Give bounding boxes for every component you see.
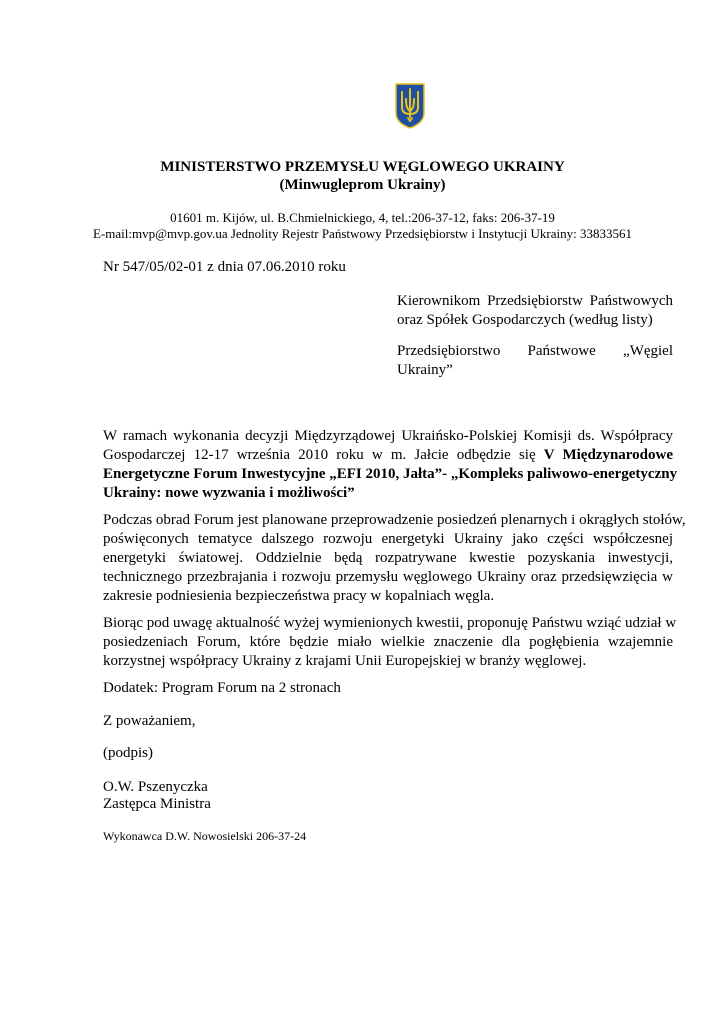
ministry-title: MINISTERSTWO PRZEMYSŁU WĘGLOWEGO UKRAINY [160,159,565,175]
ministry-address: 01601 m. Kijów, ul. B.Chmielnickiego, 4, tel.:206-37-12, faks: 206-37-19 [170,210,555,225]
recipient-word: Państwowe [527,343,596,359]
paragraph-line: W ramach wykonania decyzji Międzyrządowej Ukraińsko-Polskiej Komisji ds. Współpracy [103,428,673,444]
recipient-first: Kierownikom Przedsiębiorstw Państwowych oraz Spółek Gospodarczych (według listy) [397,293,673,328]
reference-number: Nr 547/05/02-01 z dnia 07.06.2010 roku [103,259,346,275]
paragraph-line: technicznego przezbrajania i rozwoju przemysłu węglowego Ukrainy oraz przedsięwzięcia w [103,569,673,585]
ministry-contact: E-mail:mvp@mvp.gov.ua Jednolity Rejestr Państwowy Przedsiębiorstw i Instytucji Ukrainy: 33833561 [92,226,632,241]
recipient-word: „Węgiel [623,343,673,359]
executor-note: Wykonawca D.W. Nowosielski 206-37-24 [103,829,307,843]
paragraph-line: poświęconych tematyce dalszego rozwoju energetyki Ukrainy jako części współczesnej [103,531,673,547]
recipient-word: Przedsiębiorstwo [397,343,501,359]
paragraph-line-bold: Energetyczne Forum Inwestycyjne „EFI 2010, Jałta”- „Kompleks paliwowo-energetyczny [103,466,678,482]
paragraph-line [103,446,673,465]
paragraph-line: Podczas obrad Forum jest planowane przeprowadzenie posiedzeń plenarnych i okrągłych stołów, [103,512,686,528]
closing-phrase: Z poważaniem, [103,713,196,729]
attachment-note: Dodatek: Program Forum na 2 stronach [103,680,341,696]
paragraph-forum-topics [103,511,686,606]
paragraph-line: posiedzeniach Forum, które będzie miało wielkie znaczenie dla pogłębienia wzajemnie [103,634,673,650]
signatory-name: O.W. Pszenyczka [103,779,208,795]
paragraph-line-bold: Ukrainy: nowe wyzwania i możliwości” [103,485,355,501]
paragraph-line: korzystnej współpracy Ukrainy z krajami Unii Europejskiej w branży węglowej. [103,653,587,669]
paragraph-forum-announcement [103,427,678,503]
paragraph-line: zakresie podniesienia bezpieczeństwa pracy w kopalniach węgla. [103,588,495,604]
ministry-short-name: (Minwugleprom Ukrainy) [279,177,446,193]
recipient-second [397,342,673,380]
paragraph-line-bold: V Międzynarodowe [543,447,674,463]
coat-of-arms-emblem [395,83,425,129]
signatory-title: Zastępca Ministra [103,796,211,812]
signature-placeholder: (podpis) [103,745,153,761]
paragraph-line: Biorąc pod uwagę aktualność wyżej wymienionych kwestii, proponuję Państwu wziąć udział w [103,615,677,631]
recipient-second-line2: Ukrainy” [397,362,453,378]
recipient-second-line1 [397,342,673,361]
paragraph-invitation [103,614,677,671]
paragraph-line-plain: Gospodarczej 12-17 września 2010 roku w m. Jałcie odbędzie się [103,447,544,463]
paragraph-line: energetyki światowej. Oddzielnie będą rozpatrywane kwestie pozyskania inwestycji, [103,550,673,566]
